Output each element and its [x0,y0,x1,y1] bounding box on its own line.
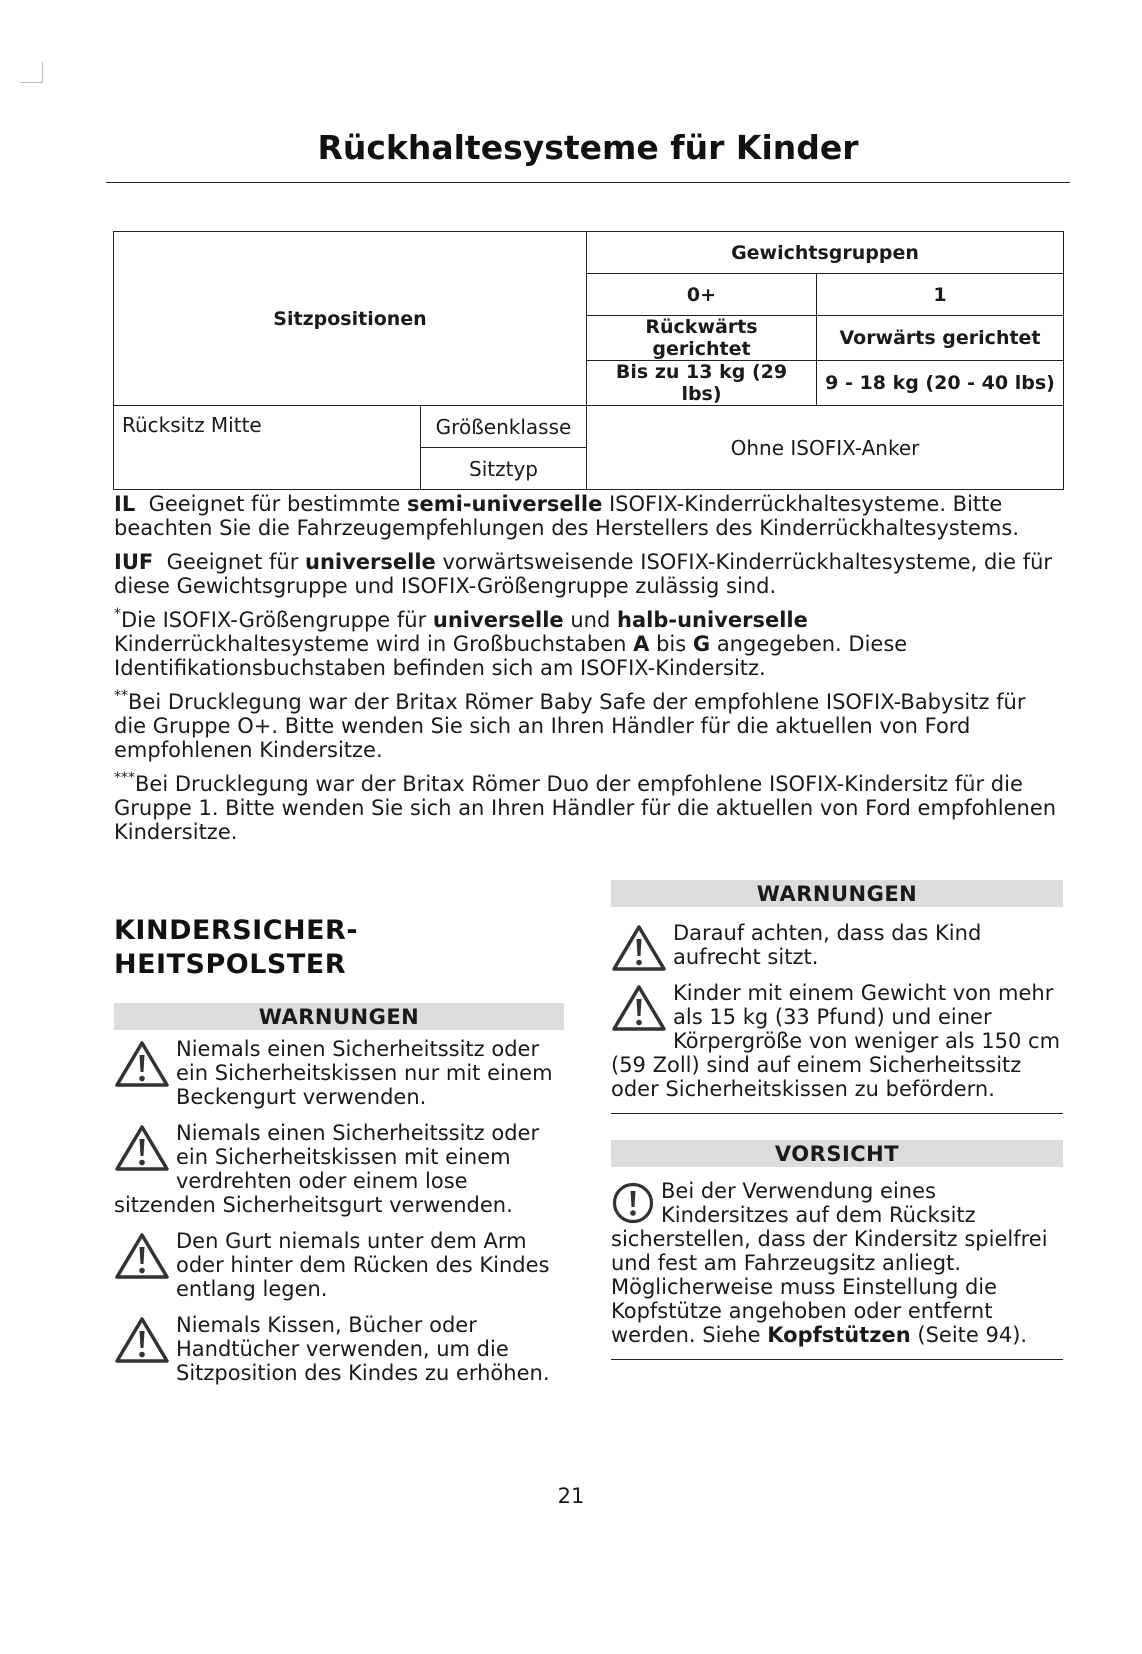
note-text: bis [649,632,693,656]
note-emphasis: universelle [305,550,436,574]
caution-text: (Seite 94). [910,1323,1028,1347]
note-emphasis: G [692,632,711,656]
note-text: Bei Drucklegung war der Britax Römer Baby Safe der empfohlene ISOFIX-Babysitz für die Gruppe O+. Bitte wenden Sie sich an Ihren Händler für die aktuellen von Ford empfohlenen Kindersitze. [114,690,1026,762]
note-text: Geeignet für [166,550,306,574]
table-direction-1: Vorwärts gerichtet [817,316,1064,361]
note-text: Kinderrückhaltesysteme wird in Großbuchstaben [114,632,634,656]
note-star1 [114,608,1064,680]
table-notes [114,492,1064,854]
page-title: Rückhaltesysteme für Kinder [317,128,859,167]
caution-link[interactable]: Kopfstützen [767,1323,911,1347]
note-code: IUF [114,550,154,574]
page-number: 21 [557,1484,585,1508]
caution-text: Bei der Verwendung eines Kindersitzes auf dem Rücksitz sicherstellen, dass der Kindersitz spielfrei und fest am Fahrzeugsitz anliegt. Möglicherweise muss Einstellung die Kopfstütze angehoben oder entfernt werden. Siehe [611,1179,1048,1347]
warnings-heading: WARNUNGEN [114,1003,564,1030]
footnote-mark: ** [114,688,128,704]
warnings-heading: WARNUNGEN [611,880,1063,907]
note-emphasis: A [633,632,650,656]
note-code: IL [114,492,136,516]
table-cell-value: Ohne ISOFIX-Anker [587,406,1064,490]
table-header-weight-groups: Gewichtsgruppen [587,232,1064,274]
caution-exclamation-icon [611,1181,657,1227]
warning-text: Niemals einen Sicherheitssitz oder ein Sicherheitskissen nur mit einem Beckengurt verwenden. [176,1037,553,1109]
warning-text: Niemals Kissen, Bücher oder Handtücher verwenden, um die Sitzposition des Kindes zu erhöhen. [176,1313,550,1385]
note-star2 [114,690,1064,762]
table-cell-seat-type: Sitztyp [421,448,587,490]
warning-triangle-icon [114,1123,170,1175]
note-il [114,492,1064,540]
note-text: Die ISOFIX-Größengruppe für [121,608,433,632]
note-text: Geeignet für bestimmte [148,492,407,516]
section-title [114,914,358,982]
caution-item [611,1179,1063,1347]
warning-item [114,1121,564,1217]
footnote-mark: *** [114,770,135,786]
warning-item [114,1313,564,1385]
footnote-mark: * [114,606,121,622]
note-emphasis: semi-universelle [407,492,603,516]
note-text: Bei Drucklegung war der Britax Römer Duo der empfohlene ISOFIX-Kindersitz für die Gruppe 1. Bitte wenden Sie sich an Ihren Händler für die aktuellen von Ford empfohlenen Kindersitze. [114,772,1057,844]
table-direction-0: Rückwärts gerichtet [587,316,817,361]
isofix-table [113,231,1064,490]
note-emphasis: halb-universelle [617,608,808,632]
table-cell-size-class: Größenklasse [421,406,587,448]
table-group-0: 0+ [587,274,817,316]
warning-triangle-icon [611,923,667,975]
table-row [114,232,1064,274]
warning-triangle-icon [114,1231,170,1283]
note-iuf [114,550,1064,598]
warning-triangle-icon [611,983,667,1035]
table-group-1: 1 [817,274,1064,316]
warning-item [611,981,1063,1101]
note-text: ISOFIX-Kinderrückhaltesysteme. Bitte beachten Sie die Fahrzeugempfehlungen des Herstellers des Kinderrückhaltesystems. [114,492,1019,540]
table-header-positions: Sitzpositionen [114,232,587,406]
note-star3 [114,772,1064,844]
warning-item [114,1229,564,1301]
note-text: vorwärtsweisende ISOFIX-Kinderrückhaltesysteme, die für diese Gewichtsgruppe und ISOFIX-Größengruppe zulässig sind. [114,550,1053,598]
left-warnings [114,1003,564,1397]
section-divider [611,1359,1063,1360]
warning-text: Darauf achten, dass das Kind aufrecht sitzt. [673,921,982,969]
title-divider [106,182,1070,183]
table-weight-0: Bis zu 13 kg (29 lbs) [587,361,817,406]
note-text: und [563,608,617,632]
note-text: angegeben. Diese Identifikationsbuchstaben befinden sich am ISOFIX-Kindersitz. [114,632,908,680]
warning-text: Kinder mit einem Gewicht von mehr als 15 kg (33 Pfund) und einer Körpergröße von weniger als 150 cm (59 Zoll) sind auf einem Sicherheitssitz oder Sicherheitskissen zu befördern. [611,981,1061,1101]
table-cell-position: Rücksitz Mitte [114,406,421,490]
warning-text: Niemals einen Sicherheitssitz oder ein Sicherheitskissen mit einem verdrehten oder einem lose sitzenden Sicherheitsgurt verwenden. [114,1121,540,1217]
right-column [611,880,1063,1360]
warning-text: Den Gurt niemals unter dem Arm oder hinter dem Rücken des Kindes entlang legen. [176,1229,550,1301]
caution-heading: VORSICHT [611,1140,1063,1167]
warning-item [611,921,1063,969]
warning-item [114,1037,564,1109]
warning-triangle-icon [114,1315,170,1367]
note-emphasis: universelle [432,608,564,632]
table-weight-1: 9 - 18 kg (20 - 40 lbs) [817,361,1064,406]
section-title-line: KINDERSICHER- [114,915,359,946]
warning-triangle-icon [114,1039,170,1091]
table-row [114,406,1064,448]
section-title-line: HEITSPOLSTER [114,949,346,980]
crop-mark [20,62,43,83]
